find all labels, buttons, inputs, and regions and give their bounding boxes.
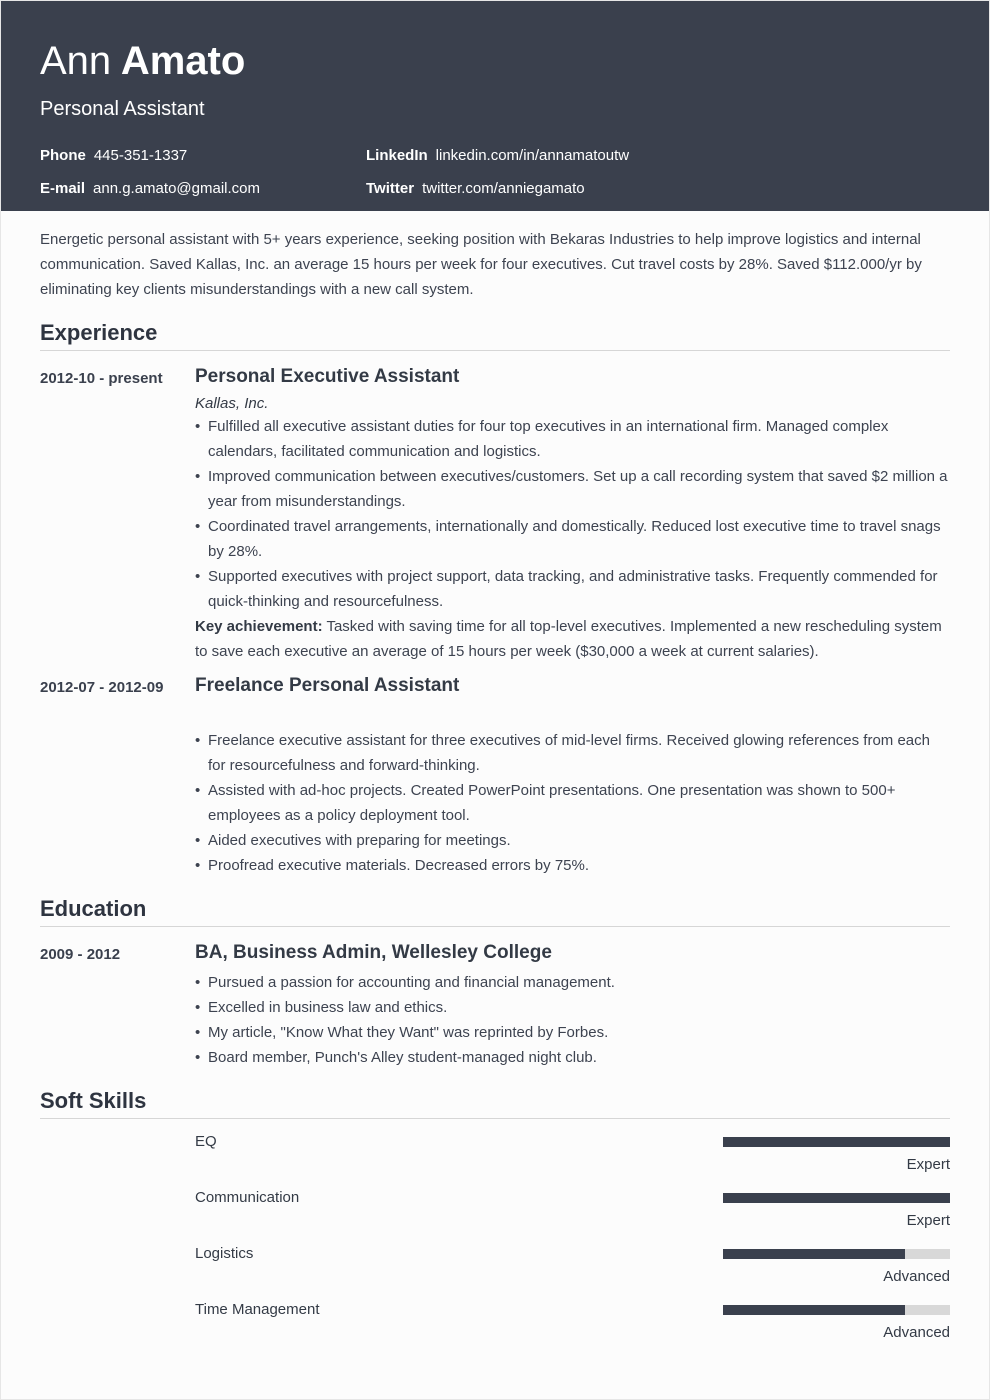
skill-bar-fill	[723, 1193, 950, 1203]
bullet-item: • Supported executives with project support, data tracking, and administrative tasks. Frequently commended for quick-thinking and resourcefulness.	[195, 564, 950, 614]
bullet-item: • Pursued a passion for accounting and financial management.	[195, 970, 950, 995]
skill-level: Expert	[906, 1156, 950, 1173]
entry-bullets	[195, 728, 950, 878]
contact-value[interactable]: linkedin.com/in/annamatoutw	[435, 147, 630, 164]
bullet-item: • Proofread executive materials. Decreased errors by 75%.	[195, 853, 950, 878]
skill-bar	[723, 1137, 950, 1147]
entry-content	[195, 365, 950, 664]
bullet-item: • Coordinated travel arrangements, internationally and domestically. Reduced lost executive time to travel snags by 28%.	[195, 514, 950, 564]
contact-value: 445-351-1337	[93, 147, 188, 164]
contact-label: LinkedIn	[366, 147, 428, 164]
entry-bullets	[195, 414, 950, 614]
summary-paragraph: Energetic personal assistant with 5+ years experience, seeking position with Bekaras Industries to help improve logistics and internal communication. Saved Kallas, Inc. an average 15 hours per week for four executives. Cut travel costs by 28%. Saved $112.000/yr by eliminating key clients misunderstandings with a new call system.	[40, 231, 922, 298]
skill-bar	[723, 1249, 950, 1259]
skill-bar	[723, 1193, 950, 1203]
key-achievement	[195, 614, 950, 664]
skills-heading: Soft Skills	[40, 1088, 950, 1119]
bullet-item: • Aided executives with preparing for meetings.	[195, 828, 950, 853]
contact-twitter[interactable]	[366, 180, 585, 197]
contact-label: Twitter	[366, 180, 415, 197]
skill-row	[40, 1185, 950, 1241]
bullet-item: • Board member, Punch's Alley student-managed night club.	[195, 1045, 950, 1070]
experience-heading: Experience	[40, 320, 950, 351]
entry-role: Personal Executive Assistant	[195, 366, 460, 387]
skill-level: Advanced	[883, 1324, 950, 1341]
skill-name: EQ	[195, 1133, 217, 1150]
contact-email[interactable]	[40, 180, 260, 197]
skill-name: Time Management	[195, 1301, 320, 1318]
entry-content	[195, 674, 950, 878]
bullet-item: • Fulfilled all executive assistant duties for four top executives in an international firm. Managed complex calendars, facilitated communication and logistics.	[195, 414, 950, 464]
skill-bar-fill	[723, 1137, 950, 1147]
skill-bar-fill	[723, 1305, 905, 1315]
skill-name: Communication	[195, 1189, 300, 1206]
bullet-item: • Improved communication between executives/customers. Set up a call recording system that saved $2 million a year from misunderstandings.	[195, 464, 950, 514]
skill-row	[40, 1241, 950, 1297]
resume-header	[1, 1, 989, 211]
entry-role: Freelance Personal Assistant	[195, 675, 460, 696]
first-name: Ann	[40, 39, 112, 83]
bullet-item: • Freelance executive assistant for three executives of mid-level firms. Received glowing references from each for resourcefulness and forward-thinking.	[195, 728, 950, 778]
entry-content	[195, 941, 950, 1070]
skill-name: Logistics	[195, 1245, 254, 1262]
education-heading: Education	[40, 896, 950, 927]
resume-body	[1, 227, 989, 1353]
experience-entry	[40, 674, 950, 878]
contact-linkedin[interactable]	[366, 147, 629, 164]
bullet-item: • Assisted with ad-hoc projects. Created PowerPoint presentations. One presentation was shown to 500+ employees as a policy deployment tool.	[195, 778, 950, 828]
contact-label: Phone	[40, 147, 86, 164]
achievement-label: Key achievement:	[195, 618, 323, 635]
entry-degree: BA, Business Admin, Wellesley College	[195, 942, 552, 963]
contact-phone	[40, 147, 187, 164]
skill-bar-fill	[723, 1249, 905, 1259]
skill-row	[40, 1297, 950, 1353]
contact-value[interactable]: ann.g.amato@gmail.com	[93, 180, 260, 197]
skills-list	[40, 1129, 950, 1353]
skill-level: Advanced	[883, 1268, 950, 1285]
entry-company: Kallas, Inc.	[195, 395, 269, 412]
bullet-item: • My article, "Know What they Want" was reprinted by Forbes.	[195, 1020, 950, 1045]
entry-bullets	[195, 970, 950, 1070]
job-title: Personal Assistant	[40, 98, 205, 120]
last-name: Amato	[120, 39, 246, 83]
candidate-name	[40, 39, 950, 83]
skill-bar	[723, 1305, 950, 1315]
bullet-item: • Excelled in business law and ethics.	[195, 995, 950, 1020]
achievement-text: Tasked with saving time for all top-level executives. Implemented a new rescheduling system to save each executive an average of 15 hours per week ($30,000 a week at current salaries).	[195, 618, 942, 660]
skill-row	[40, 1129, 950, 1185]
experience-entry	[40, 365, 950, 664]
entry-date: 2012-10 - present	[40, 370, 163, 387]
entry-date: 2012-07 - 2012-09	[40, 679, 164, 696]
contact-label: E-mail	[40, 180, 86, 197]
education-entry	[40, 941, 950, 1070]
entry-date: 2009 - 2012	[40, 946, 121, 963]
contact-info	[40, 147, 950, 217]
skill-level: Expert	[906, 1212, 950, 1229]
contact-value[interactable]: twitter.com/anniegamato	[422, 180, 585, 197]
